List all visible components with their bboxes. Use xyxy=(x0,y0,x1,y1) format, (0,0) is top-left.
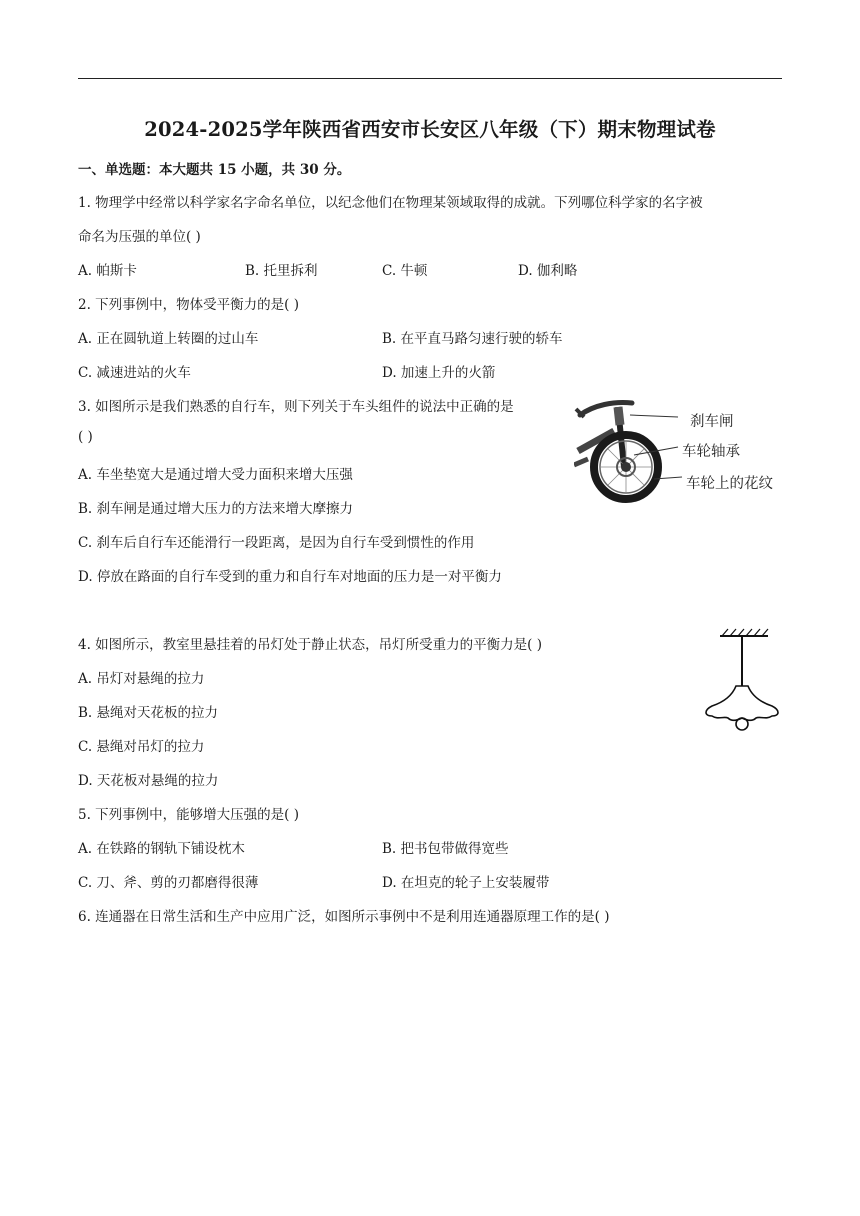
q5-option-c: C. 刀、斧、剪的刃都磨得很薄 xyxy=(78,875,259,891)
section-heading: 一、单选题：本大题共 15 小题，共 30 分。 xyxy=(78,162,351,178)
q3-option-d: D. 停放在路面的自行车受到的重力和自行车对地面的压力是一对平衡力 xyxy=(78,569,502,585)
bicycle-label-bearing: 车轮轴承 xyxy=(682,444,740,460)
page-title: 2024-2025学年陕西省西安市长安区八年级（下）期末物理试卷 xyxy=(144,118,716,141)
hanging-lamp-figure xyxy=(700,628,784,734)
q6-stem: 6. 连通器在日常生活和生产中应用广泛，如图所示事例中不是利用连通器原理工作的是( ) xyxy=(78,909,610,925)
q2-option-b: B. 在平直马路匀速行驶的轿车 xyxy=(382,331,563,347)
q1-option-c: C. 牛顿 xyxy=(382,263,428,279)
q3-option-b: B. 刹车闸是通过增大压力的方法来增大摩擦力 xyxy=(78,501,354,517)
q1-option-a: A. 帕斯卡 xyxy=(78,263,137,279)
q2-option-c: C. 减速进站的火车 xyxy=(78,365,191,381)
header-rule xyxy=(78,78,782,79)
q2-stem: 2. 下列事例中，物体受平衡力的是( ) xyxy=(78,297,299,313)
q4-option-b: B. 悬绳对天花板的拉力 xyxy=(78,705,219,721)
q2-option-d: D. 加速上升的火箭 xyxy=(382,365,496,381)
q3-stem-line2: ( ) xyxy=(78,429,93,445)
q5-stem: 5. 下列事例中，能够增大压强的是( ) xyxy=(78,807,299,823)
q5-option-d: D. 在坦克的轮子上安装履带 xyxy=(382,875,550,891)
q4-stem: 4. 如图所示，教室里悬挂着的吊灯处于静止状态，吊灯所受重力的平衡力是( ) xyxy=(78,637,542,653)
q2-option-a: A. 正在圆轨道上转圈的过山车 xyxy=(78,331,259,347)
q5-option-a: A. 在铁路的钢轨下铺设枕木 xyxy=(78,841,245,857)
q4-option-a: A. 吊灯对悬绳的拉力 xyxy=(78,671,205,687)
q1-stem-line1: 1. 物理学中经常以科学家名字命名单位，以纪念他们在物理某领域取得的成就。下列哪位科学家的名字被 xyxy=(78,195,703,211)
q4-option-c: C. 悬绳对吊灯的拉力 xyxy=(78,739,205,755)
bicycle-front-figure xyxy=(574,395,684,503)
q1-option-d: D. 伽利略 xyxy=(518,263,578,279)
q1-option-b: B. 托里拆利 xyxy=(245,263,318,279)
bicycle-label-tread: 车轮上的花纹 xyxy=(686,476,773,492)
q3-option-c: C. 刹车后自行车还能滑行一段距离，是因为自行车受到惯性的作用 xyxy=(78,535,475,551)
q3-stem-line1: 3. 如图所示是我们熟悉的自行车，则下列关于车头组件的说法中正确的是 xyxy=(78,399,514,415)
q5-option-b: B. 把书包带做得宽些 xyxy=(382,841,509,857)
q1-stem-line2: 命名为压强的单位( ) xyxy=(78,229,201,245)
q4-option-d: D. 天花板对悬绳的拉力 xyxy=(78,773,219,789)
bicycle-label-brake: 刹车闸 xyxy=(690,414,734,430)
q3-option-a: A. 车坐垫宽大是通过增大受力面积来增大压强 xyxy=(78,467,353,483)
